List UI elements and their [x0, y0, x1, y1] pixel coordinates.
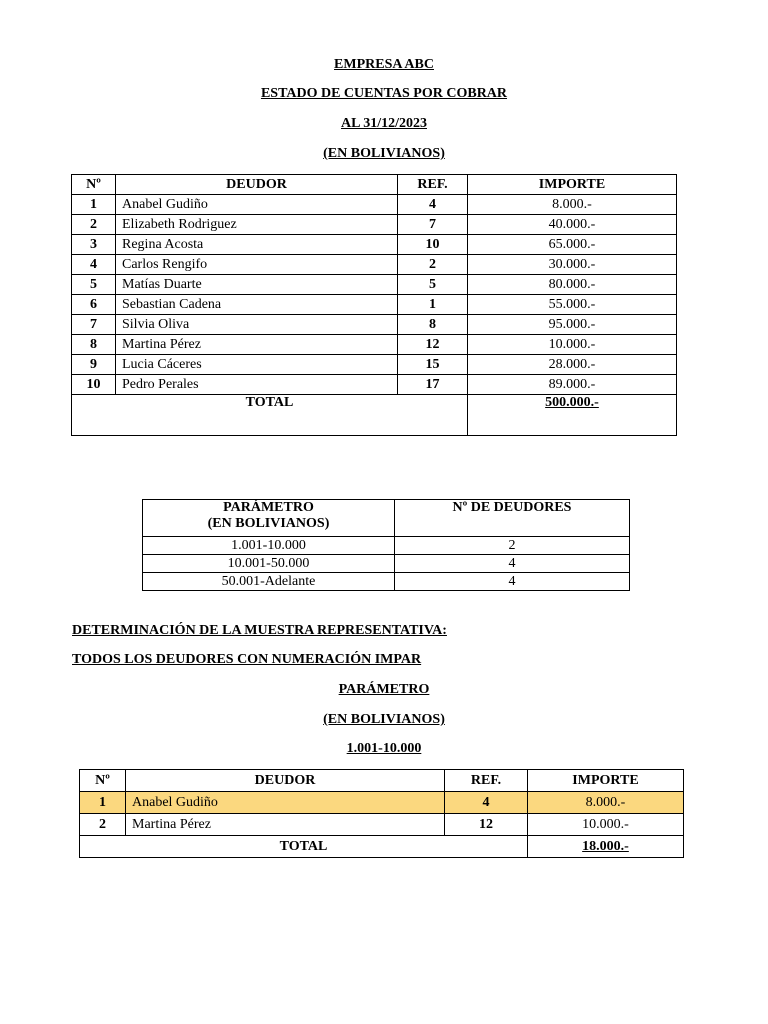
col-header-debtor: DEUDOR [126, 770, 445, 792]
table-row [143, 555, 630, 573]
table-row [72, 315, 677, 335]
row-amount: 8.000.- [468, 195, 677, 215]
total-label: TOTAL [72, 395, 468, 436]
row-amount: 55.000.- [468, 295, 677, 315]
param-count: 4 [395, 555, 630, 573]
row-ref: 12 [445, 814, 528, 836]
row-number: 6 [72, 295, 116, 315]
row-ref: 12 [398, 335, 468, 355]
col-header-amount: IMPORTE [528, 770, 684, 792]
total-row [72, 395, 677, 436]
row-ref: 15 [398, 355, 468, 375]
row-ref: 5 [398, 275, 468, 295]
col-header-debtor-count: Nº DE DEUDORES [395, 500, 630, 537]
param-range: 1.001-10.000 [143, 537, 395, 555]
sample-criteria: TODOS LOS DEUDORES CON NUMERACIÓN IMPAR [72, 652, 422, 667]
table-row [72, 235, 677, 255]
table-row [143, 537, 630, 555]
total-label: TOTAL [80, 836, 528, 858]
table-row [72, 295, 677, 315]
parameter-header-line1: PARÁMETRO [223, 500, 314, 515]
row-amount: 80.000.- [468, 275, 677, 295]
row-debtor: Matías Duarte [116, 275, 398, 295]
row-ref: 1 [398, 295, 468, 315]
row-amount: 65.000.- [468, 235, 677, 255]
row-ref: 10 [398, 235, 468, 255]
row-ref: 4 [398, 195, 468, 215]
param-count: 2 [395, 537, 630, 555]
sample-parameter-label: PARÁMETRO [338, 682, 430, 697]
company-name: EMPRESA ABC [334, 57, 434, 72]
total-amount: 500.000.- [468, 395, 677, 436]
row-number: 3 [72, 235, 116, 255]
sample-table [79, 769, 684, 858]
row-ref: 7 [398, 215, 468, 235]
param-range: 10.001-50.000 [143, 555, 395, 573]
row-amount: 40.000.- [468, 215, 677, 235]
currency-note: (EN BOLIVIANOS) [323, 146, 445, 161]
row-debtor: Lucia Cáceres [116, 355, 398, 375]
row-number: 4 [72, 255, 116, 275]
row-amount: 89.000.- [468, 375, 677, 395]
row-amount: 10.000.- [528, 814, 684, 836]
row-number: 10 [72, 375, 116, 395]
report-title: ESTADO DE CUENTAS POR COBRAR [260, 86, 508, 101]
table-row [143, 573, 630, 591]
sample-heading: DETERMINACIÓN DE LA MUESTRA REPRESENTATIVA: [72, 623, 447, 638]
row-number: 9 [72, 355, 116, 375]
table-row-highlighted [80, 792, 684, 814]
sample-range: 1.001-10.000 [346, 741, 422, 756]
accounts-receivable-table [71, 174, 677, 436]
row-debtor: Martina Pérez [126, 814, 445, 836]
col-header-ref: REF. [445, 770, 528, 792]
row-amount: 10.000.- [468, 335, 677, 355]
parameter-header-line2: (EN BOLIVIANOS) [207, 516, 330, 531]
row-amount: 28.000.- [468, 355, 677, 375]
table-row [72, 195, 677, 215]
col-header-number: Nº [72, 175, 116, 195]
row-debtor: Anabel Gudiño [126, 792, 445, 814]
table-row [72, 335, 677, 355]
row-debtor: Martina Pérez [116, 335, 398, 355]
total-row [80, 836, 684, 858]
table-row [72, 215, 677, 235]
table-header-row [143, 500, 630, 537]
col-header-ref: REF. [398, 175, 468, 195]
row-number: 8 [72, 335, 116, 355]
row-number: 1 [72, 195, 116, 215]
report-date: AL 31/12/2023 [341, 116, 427, 131]
param-count: 4 [395, 573, 630, 591]
row-debtor: Anabel Gudiño [116, 195, 398, 215]
row-number: 2 [72, 215, 116, 235]
row-debtor: Elizabeth Rodriguez [116, 215, 398, 235]
param-range: 50.001-Adelante [143, 573, 395, 591]
row-debtor: Silvia Oliva [116, 315, 398, 335]
col-header-debtor: DEUDOR [116, 175, 398, 195]
total-amount: 18.000.- [528, 836, 684, 858]
table-header-row [72, 175, 677, 195]
row-number: 5 [72, 275, 116, 295]
row-ref: 17 [398, 375, 468, 395]
table-row [72, 375, 677, 395]
row-debtor: Pedro Perales [116, 375, 398, 395]
row-number: 7 [72, 315, 116, 335]
row-debtor: Sebastian Cadena [116, 295, 398, 315]
row-ref: 4 [445, 792, 528, 814]
table-row [80, 814, 684, 836]
table-row [72, 255, 677, 275]
table-row [72, 355, 677, 375]
row-amount: 95.000.- [468, 315, 677, 335]
table-header-row [80, 770, 684, 792]
col-header-parameter [143, 500, 395, 537]
sample-currency-note: (EN BOLIVIANOS) [323, 712, 445, 727]
table-row [72, 275, 677, 295]
parameter-table [142, 499, 630, 591]
row-debtor: Regina Acosta [116, 235, 398, 255]
col-header-amount: IMPORTE [468, 175, 677, 195]
row-ref: 8 [398, 315, 468, 335]
row-amount: 8.000.- [528, 792, 684, 814]
row-number: 1 [80, 792, 126, 814]
row-ref: 2 [398, 255, 468, 275]
row-number: 2 [80, 814, 126, 836]
row-amount: 30.000.- [468, 255, 677, 275]
col-header-number: Nº [80, 770, 126, 792]
row-debtor: Carlos Rengifo [116, 255, 398, 275]
